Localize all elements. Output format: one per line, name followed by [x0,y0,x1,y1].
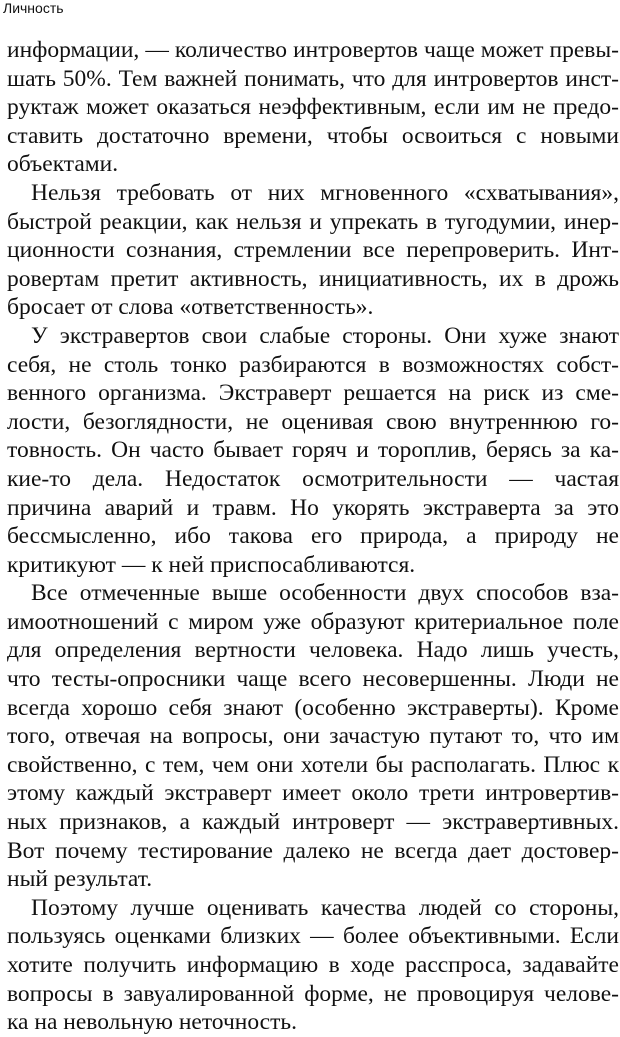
text-line: ставить достаточно времени, чтобы освоиться с новыми [7,122,619,149]
text-line: венного организма. Экстраверт решается на риск из сме- [7,380,619,407]
text-line: объектами. [7,151,119,178]
text-line: вопросы в завуалированной форме, не провоцируя челове- [7,980,619,1007]
text-line: руктаж может оказаться неэффективным, если им не предо- [7,94,619,121]
text-line: того, отвечая на вопросы, они зачастую путают то, что им [7,723,619,750]
text-line: кие-то дела. Недостаток осмотрительности — частая [7,465,619,492]
text-line: У экстравертов свои слабые стороны. Они хуже знают [31,322,619,349]
text-line: товность. Он часто бывает горяч и тороплив, берясь за ка- [7,437,619,464]
paragraph [7,579,619,894]
text-line: ровертам претит активность, инициативность, их в дрожь [7,265,619,292]
text-line: причина аварий и травм. Но укорять экстраверта за это [7,494,619,521]
text-line: бессмысленно, ибо такова его природа, а природу не [7,523,619,550]
paragraph [7,322,619,579]
text-line: Нельзя требовать от них мгновенного «схватывания», [31,179,619,206]
text-line: быстрой реакции, как нельзя и упрекать в тугодумии, инер- [7,208,619,235]
paragraph [7,36,619,179]
text-line: ционности сознания, стремлении все перепроверить. Инт- [7,237,619,264]
text-line: Поэтому лучше оценивать качества людей со стороны, [31,894,619,921]
paragraph [7,179,619,322]
text-line: Все отмеченные выше особенности двух способов вза- [31,580,619,607]
text-line: для определения вертности человека. Надо лишь учесть, [7,637,619,664]
text-line: Вот почему тестирование далеко не всегда дает достовер- [7,837,619,864]
text-line: ный результат. [7,866,153,893]
body-text [7,36,619,1037]
running-header-title: Личность [3,0,64,16]
text-line: критикуют — к ней приспосабливаются. [7,551,416,578]
text-line: пользуясь оценками близких — более объективными. Если [7,923,619,950]
text-line: имоотношений с миром уже образуют критериальное поле [7,608,619,635]
text-line: всегда хорошо себя знают (особенно экстраверты). Кроме [7,694,619,721]
text-line: бросает от слова «ответственность». [7,294,374,321]
text-line: свойственно, с тем, чем они хотели бы располагать. Плюс к [7,751,619,778]
text-line: информации, — количество интровертов чаще может превы- [7,37,619,63]
text-line: ка на невольную неточность. [7,1009,297,1036]
text-line: лости, безоглядности, не оценивая свою внутреннюю го- [7,408,619,435]
paragraph [7,894,619,1037]
text-line: что тесты-опросники чаще всего несовершенны. Люди не [7,666,619,693]
text-line: себя, не столь тонко разбираются в возможностях собст- [7,351,619,378]
text-line: этому каждый экстраверт имеет около трети интровертив- [7,780,619,807]
text-line: шать 50%. Тем важней понимать, что для интровертов инст- [7,65,619,92]
text-line: хотите получить информацию в ходе расспроса, задавайте [7,952,619,978]
text-line: ных признаков, а каждый интроверт — экстравертивных. [7,809,619,836]
